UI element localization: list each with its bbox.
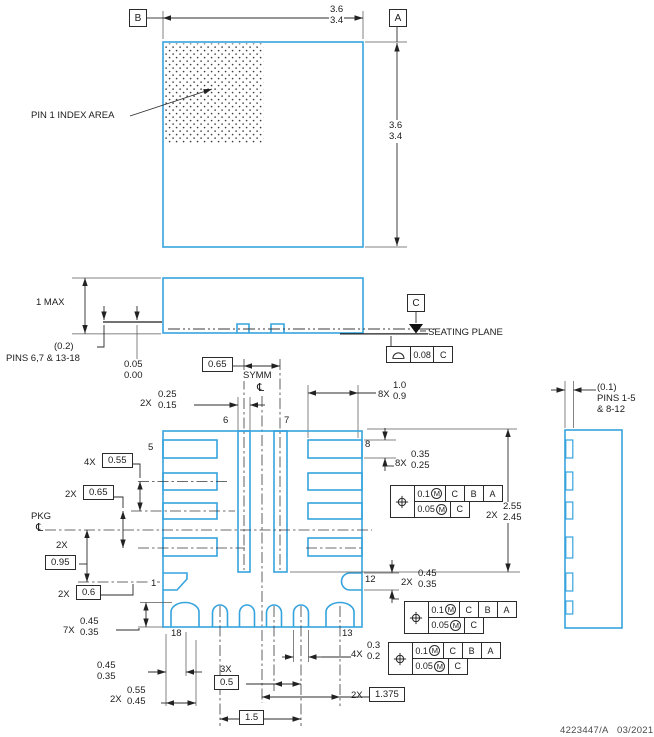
fcf-tol2-cell	[412, 658, 449, 675]
top-height-min: 3.4	[389, 130, 403, 142]
pad-length-max: 1.0	[393, 380, 407, 391]
mmc-modifier-icon: M	[434, 661, 445, 672]
cast-width-min: 0.35	[97, 670, 116, 682]
fcf-tol2-cell	[414, 501, 451, 518]
fcf-datum2: B	[462, 642, 482, 659]
profile-view-lines	[551, 381, 622, 628]
mmc-modifier-icon: M	[429, 645, 440, 656]
datum-b-box	[129, 9, 147, 27]
span-max: 2.55	[503, 501, 522, 512]
center-span-qty: 2X	[351, 690, 363, 701]
drawing-number: 4223447/A	[560, 725, 609, 736]
cast-height-min: 0.35	[80, 626, 99, 638]
pad-width-min: 0.25	[411, 459, 430, 471]
standoff-dim	[124, 360, 143, 381]
fcf-datum4: C	[448, 658, 468, 675]
position-tolerance-frame-3	[389, 642, 501, 675]
pin6-label: 6	[223, 415, 229, 426]
slot-width-qty: 4X	[351, 649, 363, 660]
pitch-dimbox: 0.65	[202, 357, 233, 372]
profile-dim-label: (0.1)	[597, 382, 617, 393]
fcf-datum4: C	[450, 501, 470, 518]
fcf-tol1: 0.1	[417, 488, 430, 499]
cast-height-dim	[80, 617, 99, 638]
fcf-datum1: C	[443, 642, 463, 659]
seating-plane-label: SEATING PLANE	[428, 327, 503, 338]
row-pitch-b-dimbox: 0.65	[83, 485, 114, 500]
position-tolerance-icon	[388, 642, 413, 675]
pkg-centerline-icon: ℄	[36, 521, 44, 534]
strip-width-dim	[158, 390, 177, 411]
flatness-datum: C	[433, 346, 453, 363]
pad-width-dim	[411, 450, 430, 471]
end-pitch-qty: 2X	[110, 694, 122, 705]
bottom-span-dimbox: 1.5	[239, 710, 264, 725]
cast-width-dim	[97, 661, 116, 682]
pad-width-qty: 8X	[395, 458, 407, 469]
top-width-dim	[329, 5, 344, 26]
end-pitch-max: 0.55	[127, 685, 146, 696]
row-pitch-c-dimbox: 0.95	[45, 555, 76, 570]
end-pad-min: 0.35	[418, 578, 437, 590]
strip-width-min: 0.15	[158, 399, 177, 411]
top-view-lines	[130, 11, 407, 247]
lead-gap-pins-label: PINS 6,7 & 13-18	[6, 353, 80, 364]
height-max-label: 1 MAX	[36, 297, 65, 308]
fcf-datum1: C	[445, 485, 465, 502]
pin1-label: 1	[151, 578, 157, 589]
position-tolerance-frame-2	[405, 601, 517, 634]
upper-dims-lines	[194, 359, 376, 703]
fcf-datum3: A	[497, 601, 517, 618]
row-pitch-c-qty: 2X	[56, 540, 68, 551]
top-width-min: 3.4	[330, 14, 344, 26]
pad-length-min: 0.9	[393, 390, 407, 402]
position-tolerance-icon	[390, 485, 415, 518]
standoff-max: 0.05	[124, 359, 143, 370]
pin8-label: 8	[365, 439, 371, 450]
mmc-modifier-icon: M	[450, 620, 461, 631]
symm-label: SYMM	[243, 370, 272, 381]
top-height-max: 3.6	[389, 120, 403, 131]
pad-length-dim	[393, 381, 406, 402]
fcf-tol1: 0.1	[431, 604, 444, 615]
datum-b-label: B	[134, 12, 142, 24]
bottom-pitch-dimbox: 0.5	[214, 675, 239, 690]
drawing-date: 03/2021	[617, 725, 654, 736]
top-height-dim	[388, 121, 403, 142]
top-width-max: 3.6	[330, 4, 344, 15]
fcf-datum2: B	[478, 601, 498, 618]
end-pad-max: 0.45	[418, 568, 437, 579]
symm-centerline-icon: ℄	[257, 381, 265, 394]
pin1-index-area-label: PIN 1 INDEX AREA	[31, 110, 115, 121]
standoff-min: 0.00	[124, 369, 143, 381]
fcf-tol2-cell	[428, 617, 465, 634]
bottom-pitch-qty: 3X	[220, 664, 232, 675]
pin7-label: 7	[284, 415, 290, 426]
row-pitch-b-qty: 2X	[65, 489, 77, 500]
span-dim	[502, 502, 523, 523]
pin1-offset-dimbox: 0.6	[76, 585, 101, 600]
span-qty: 2X	[486, 510, 498, 521]
fcf-tol2: 0.05	[431, 620, 449, 631]
fcf-datum4: C	[464, 617, 484, 634]
row-pitch-a-qty: 4X	[84, 457, 96, 468]
row-pitch-a-dimbox: 0.55	[102, 453, 133, 468]
pin12-label: 12	[365, 574, 376, 585]
bottom-view-lines	[45, 431, 372, 726]
fcf-datum1: C	[459, 601, 479, 618]
end-pad-dim	[418, 569, 437, 590]
datum-a-label: A	[394, 12, 402, 24]
slot-width-min: 0.2	[367, 650, 381, 662]
end-pad-qty: 2X	[401, 577, 413, 588]
strip-width-max: 0.25	[158, 389, 177, 400]
fcf-tol1-cell	[412, 642, 444, 659]
profile-pins-a-label: PINS 1-5	[597, 393, 636, 404]
pkg-label: PKG	[31, 511, 52, 522]
pin1-offset-qty: 2X	[58, 589, 70, 600]
lead-gap-label: (0.2)	[54, 341, 74, 352]
slot-width-dim	[367, 641, 380, 662]
end-pitch-min: 0.45	[127, 695, 146, 707]
mmc-modifier-icon: M	[431, 488, 442, 499]
datum-a-box	[389, 9, 407, 27]
fcf-tol1-cell	[414, 485, 446, 502]
pad-length-qty: 8X	[378, 389, 390, 400]
left-dims-lines	[79, 464, 140, 595]
pin13-label: 13	[342, 628, 353, 639]
fcf-datum3: A	[483, 485, 503, 502]
position-tolerance-icon	[404, 601, 429, 634]
bottom-dims-lines	[116, 603, 369, 720]
mmc-modifier-icon: M	[445, 604, 456, 615]
pad-width-max: 0.35	[411, 449, 430, 460]
side-view-lines	[72, 278, 438, 359]
seating-flatness-frame	[387, 346, 453, 363]
pin18-label: 18	[171, 628, 182, 639]
datum-c-box	[407, 294, 425, 312]
cast-width-max: 0.45	[97, 660, 116, 671]
end-pitch-dim	[127, 686, 146, 707]
fcf-tol1-cell	[428, 601, 460, 618]
pin5-label: 5	[148, 442, 154, 453]
profile-pins-b-label: & 8-12	[597, 404, 625, 415]
fcf-tol2: 0.05	[415, 661, 433, 672]
slot-width-max: 0.3	[367, 640, 381, 651]
span-min: 2.45	[503, 511, 522, 523]
cast-height-qty: 7X	[63, 625, 75, 636]
mmc-modifier-icon: M	[436, 504, 447, 515]
flatness-tol: 0.08	[410, 346, 435, 363]
datum-c-label: C	[412, 297, 420, 309]
fcf-tol1: 0.1	[415, 645, 428, 656]
center-span-dimbox: 1.375	[369, 687, 405, 702]
fcf-datum3: A	[481, 642, 501, 659]
cast-height-max: 0.45	[80, 616, 99, 627]
strip-width-qty: 2X	[140, 398, 152, 409]
fcf-tol2: 0.05	[417, 504, 435, 515]
profile-tolerance-icon	[386, 346, 411, 363]
fcf-datum2: B	[464, 485, 484, 502]
